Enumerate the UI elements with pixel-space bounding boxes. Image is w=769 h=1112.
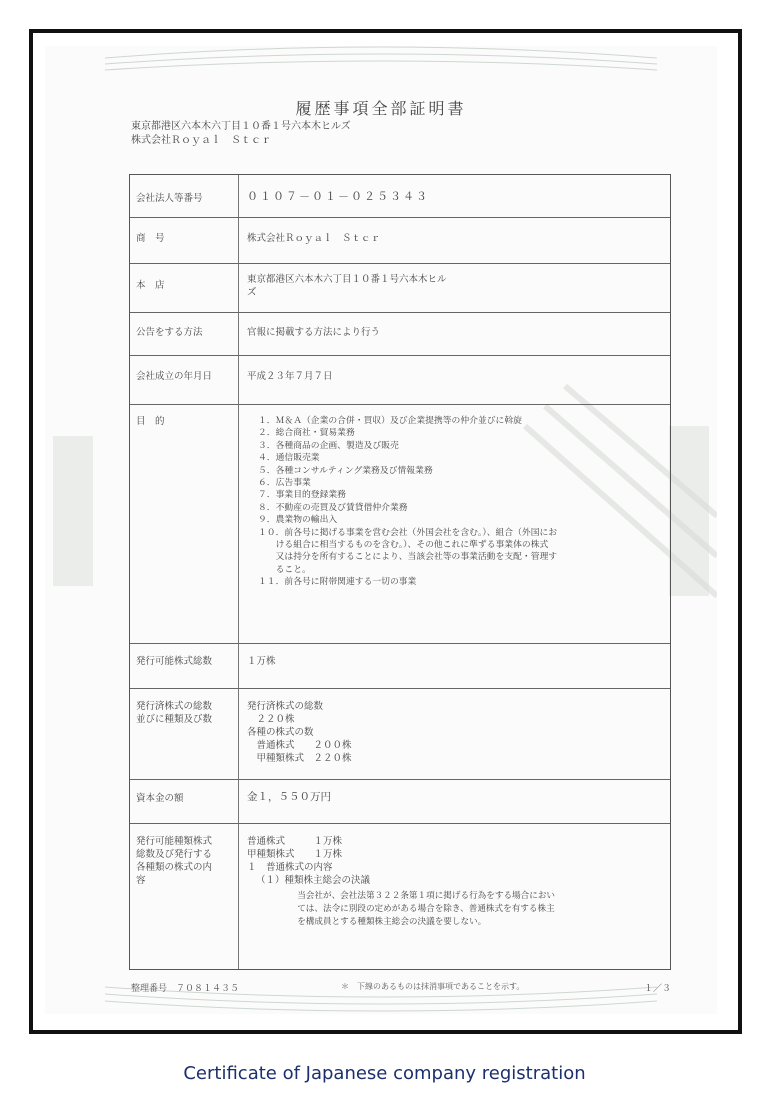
purpose-item: ９．農業物の輸出入 — [258, 515, 338, 526]
share-classes-value-line: 甲種類株式 １万株 — [247, 849, 343, 860]
share-classes-value-line: （１）種類株主総会の決議 — [256, 875, 371, 886]
issued-shares-label-line: 発行済株式の総数 — [136, 701, 213, 712]
purpose-item: ８．不動産の売買及び賃貸借仲介業務 — [258, 502, 408, 513]
trade-name-value: 株式会社Ｒｏｙａｌ Ｓｔｃｒ — [247, 233, 381, 244]
purpose-item: ２．総合商社・貿易業務 — [258, 428, 355, 439]
head-office-label: 本 店 — [136, 280, 165, 291]
purpose-list — [258, 415, 557, 589]
trade-name-label: 商 号 — [136, 233, 165, 244]
share-classes-value-line: 当会社が、会社法第３２２条第１項に掲げる行為をする場合におい — [280, 891, 556, 901]
share-classes-label-line: 容 — [136, 875, 146, 886]
purpose-item: ３．各種商品の企画、製造及び販売 — [258, 440, 399, 451]
row-rule — [130, 263, 670, 264]
public-notice-value: 官報に掲載する方法により行う — [247, 327, 381, 338]
column-divider — [238, 175, 239, 969]
purpose-item: １０．前各号に掲げる事業を営む会社（外国会社を含む。）、組合（外国にお — [258, 527, 558, 538]
company-address-block — [131, 120, 351, 148]
page-number: １／３ — [643, 984, 671, 994]
row-rule — [130, 643, 670, 644]
document-title: 履歴事項全部証明書 — [295, 99, 467, 118]
purpose-item: ける組合に相当するものを含む。）、その他これに準ずる事業体の株式 — [258, 540, 549, 551]
purpose-item: ４．通信販売業 — [258, 453, 320, 464]
share-classes-value-line: 普通株式 １万株 — [247, 836, 343, 847]
issued-shares-label-line: 並びに種類及び数 — [136, 714, 213, 725]
row-rule — [130, 823, 670, 824]
serial-number: 整理番号 ７０８１４３５ — [131, 984, 240, 994]
row-rule — [130, 312, 670, 313]
registration-table — [129, 174, 671, 970]
capital-value: 金１，５５０万円 — [247, 791, 331, 803]
purpose-item: １．Ｍ＆Ａ（企業の合併・買収）及び企業提携等の仲介並びに斡旋 — [258, 416, 522, 426]
established-value: 平成２３年７月７日 — [247, 371, 333, 382]
share-classes-value-line: ては、法令に別段の定めがある場合を除き、普通株式を有する株主 — [280, 904, 555, 914]
share-classes-value-line: を構成員とする種類株主総会の決議を要しない。 — [280, 917, 487, 927]
corp-number-value: ０１０７－０１－０２５３４３ — [247, 190, 429, 203]
issued-shares-value-line: 普通株式 ２００株 — [247, 740, 352, 751]
issued-shares-value-line: ２２０株 — [247, 714, 295, 725]
authorized-shares-value: １万株 — [247, 656, 276, 667]
capital-label: 資本金の額 — [136, 793, 184, 804]
authorized-shares-label: 発行可能株式総数 — [136, 656, 213, 667]
purpose-item: 又は持分を所有することにより、当該会社等の事業活動を支配・管理す — [258, 552, 558, 563]
head-office-value-line: 東京都港区六本木六丁目１０番１号六本木ヒル — [247, 274, 447, 285]
issued-shares-value-line: 各種の株式の数 — [247, 727, 314, 738]
share-classes-label-line: 各種類の株式の内 — [136, 862, 213, 873]
row-rule — [130, 779, 670, 780]
address-line: 東京都港区六本木六丁目１０番１号六本木ヒルズ — [131, 121, 351, 132]
purpose-label: 目 的 — [136, 416, 165, 427]
row-rule — [130, 688, 670, 689]
public-notice-label: 公告をする方法 — [136, 327, 203, 338]
certificate-sheet — [45, 46, 717, 1014]
established-label: 会社成立の年月日 — [136, 371, 213, 382]
issued-shares-value-line: 発行済株式の総数 — [247, 701, 324, 712]
purpose-item: ７．事業目的登録業務 — [258, 490, 346, 501]
share-classes-label-line: 総数及び発行する — [136, 849, 213, 860]
image-caption: Certificate of Japanese company registration — [183, 1063, 586, 1084]
row-rule — [130, 404, 670, 405]
issued-shares-value-line: 甲種類株式 ２２０株 — [247, 753, 352, 764]
share-classes-value-line: １ 普通株式の内容 — [247, 862, 333, 873]
company-name-line: 株式会社Ｒｏｙａｌ Ｓｔｃｒ — [131, 135, 271, 146]
purpose-item: ること。 — [258, 564, 311, 575]
corp-number-label: 会社法人等番号 — [136, 193, 203, 204]
share-classes-label-line: 発行可能種類株式 — [136, 836, 213, 847]
row-rule — [130, 355, 670, 356]
footer-note: ＊ 下線のあるものは抹消事項であることを示す。 — [341, 982, 525, 991]
purpose-item: ６．広告事業 — [258, 478, 311, 489]
purpose-item: １１．前各号に附帯関連する一切の事業 — [258, 577, 417, 588]
row-rule — [130, 217, 670, 218]
purpose-item: ５．各種コンサルティング業務及び情報業務 — [258, 465, 433, 476]
head-office-value-line: ズ — [247, 287, 257, 298]
